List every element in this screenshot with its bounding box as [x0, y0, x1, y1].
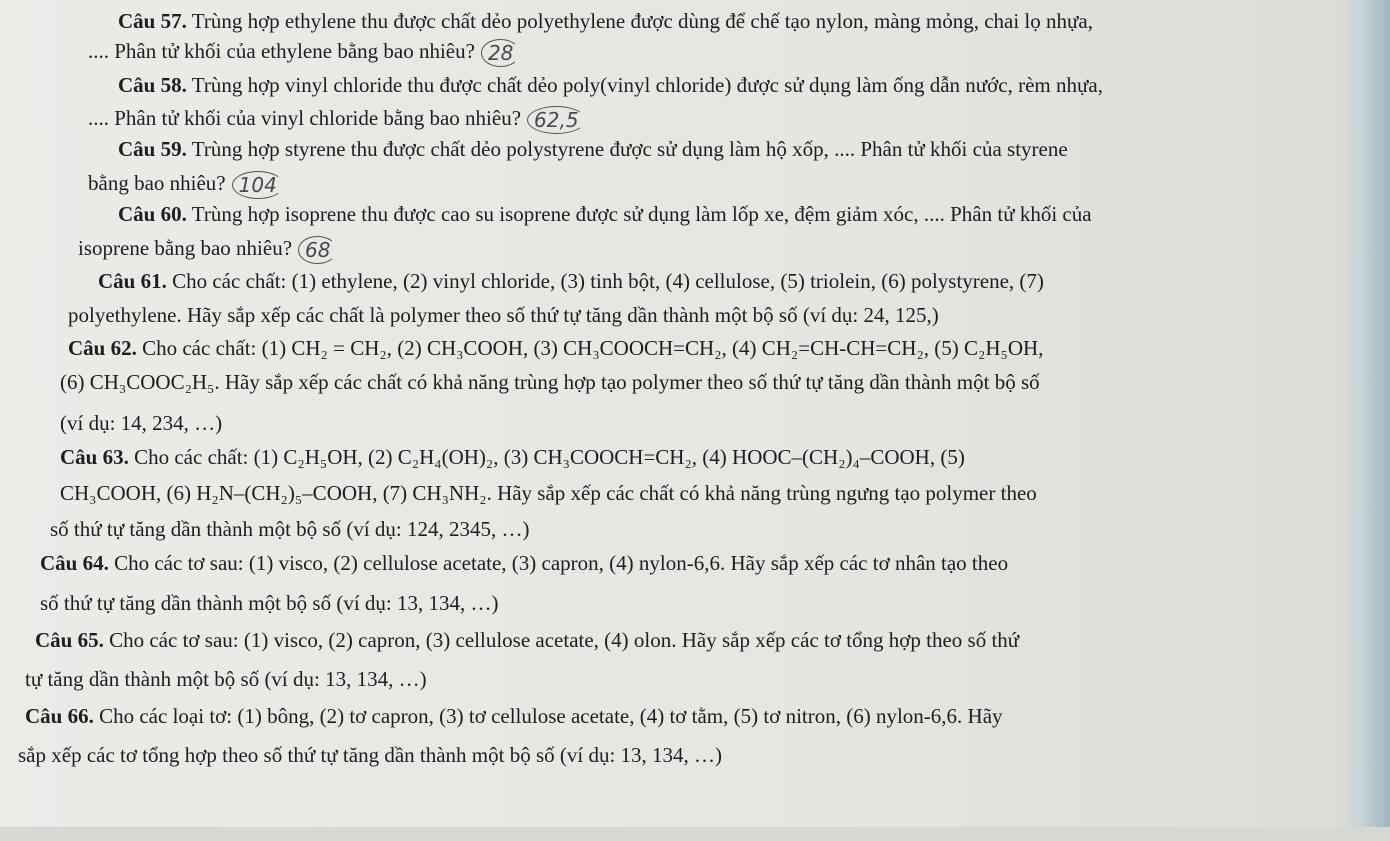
q62-line-3: (ví dụ: 14, 234, …) — [60, 411, 223, 435]
q59-line-1: Câu 59. Trùng hợp styrene thu được chất dẻo polystyrene được sử dụng làm hộ xốp, .... Phân tử khối của styrene — [118, 137, 1068, 161]
q59-handwritten-answer: 104 — [232, 171, 284, 199]
q58-line-1: Câu 58. Trùng hợp vinyl chloride thu được chất dẻo poly(vinyl chloride) được sử dụng làm ống dẫn nước, rèm nhựa, — [118, 73, 1103, 97]
q66-line-2: sắp xếp các tơ tổng hợp theo số thứ tự tăng dần thành một bộ số (ví dụ: 13, 134, …) — [18, 743, 723, 767]
q58-line-2: .... Phân tử khối của vinyl chloride bằng bao nhiêu? 62,5 — [88, 105, 586, 134]
q63-line-3: số thứ tự tăng dần thành một bộ số (ví dụ: 124, 2345, …) — [50, 517, 530, 541]
page-bottom-strip — [0, 827, 1390, 841]
q58-handwritten-answer: 62,5 — [527, 106, 586, 134]
q64-line-1: Câu 64. Cho các tơ sau: (1) visco, (2) cellulose acetate, (3) capron, (4) nylon-6,6. Hãy sắp xếp các tơ nhân tạo theo — [40, 551, 1009, 575]
q61-line-1: Câu 61. Cho các chất: (1) ethylene, (2) vinyl chloride, (3) tinh bột, (4) cellulose, (5) triolein, (6) polystyrene, (7) — [98, 269, 1044, 293]
page-edge-shadow — [1342, 0, 1390, 841]
q59-line-2: bằng bao nhiêu? 104 — [88, 170, 284, 199]
q65-line-1: Câu 65. Cho các tơ sau: (1) visco, (2) capron, (3) cellulose acetate, (4) olon. Hãy sắp xếp các tơ tổng hợp theo số thứ — [35, 628, 1020, 652]
q57-line-2: .... Phân tử khối của ethylene bằng bao nhiêu? 28 — [88, 38, 520, 67]
q60-handwritten-answer: 68 — [298, 236, 337, 264]
q57-handwritten-answer: 28 — [481, 39, 520, 67]
q57-line-1: Câu 57. Trùng hợp ethylene thu được chất dẻo polyethylene được dùng để chế tạo nylon, màng mỏng, chai lọ nhựa, — [118, 9, 1093, 33]
q62-line-2: (6) CH₃COOC₂H₅. Hãy sắp xếp các chất có khả năng trùng hợp tạo polymer theo số thứ tự tăng dần thành một bộ số — [60, 370, 1040, 394]
q66-line-1: Câu 66. Cho các loại tơ: (1) bông, (2) tơ capron, (3) tơ cellulose acetate, (4) tơ tằm, (5) tơ nitron, (6) nylon-6,6. Hãy — [25, 704, 1003, 728]
q61-line-2: polyethylene. Hãy sắp xếp các chất là polymer theo số thứ tự tăng dần thành một bộ số (ví dụ: 24, 125,) — [68, 303, 939, 327]
q60-line-1: Câu 60. Trùng hợp isoprene thu được cao su isoprene được sử dụng làm lốp xe, đệm giảm xóc, .... Phân tử khối của — [118, 202, 1092, 226]
q60-line-2: isoprene bằng bao nhiêu? 68 — [78, 235, 337, 264]
q62-line-1: Câu 62. Cho các chất: (1) CH₂ = CH₂, (2) CH₃COOH, (3) CH₃COOCH=CH₂, (4) CH₂=CH-CH=CH₂, (5) C₂H₅OH, — [68, 336, 1044, 360]
q65-line-2: tự tăng dần thành một bộ số (ví dụ: 13, 134, …) — [25, 667, 427, 691]
q64-line-2: số thứ tự tăng dần thành một bộ số (ví dụ: 13, 134, …) — [40, 591, 499, 615]
q63-line-1: Câu 63. Cho các chất: (1) C₂H₅OH, (2) C₂H₄(OH)₂, (3) CH₃COOCH=CH₂, (4) HOOC–(CH₂)₄–COOH, (5) — [60, 445, 965, 469]
q63-line-2: CH₃COOH, (6) H₂N–(CH₂)₅–COOH, (7) CH₃NH₂. Hãy sắp xếp các chất có khả năng trùng ngưng tạo polymer theo — [60, 481, 1037, 505]
